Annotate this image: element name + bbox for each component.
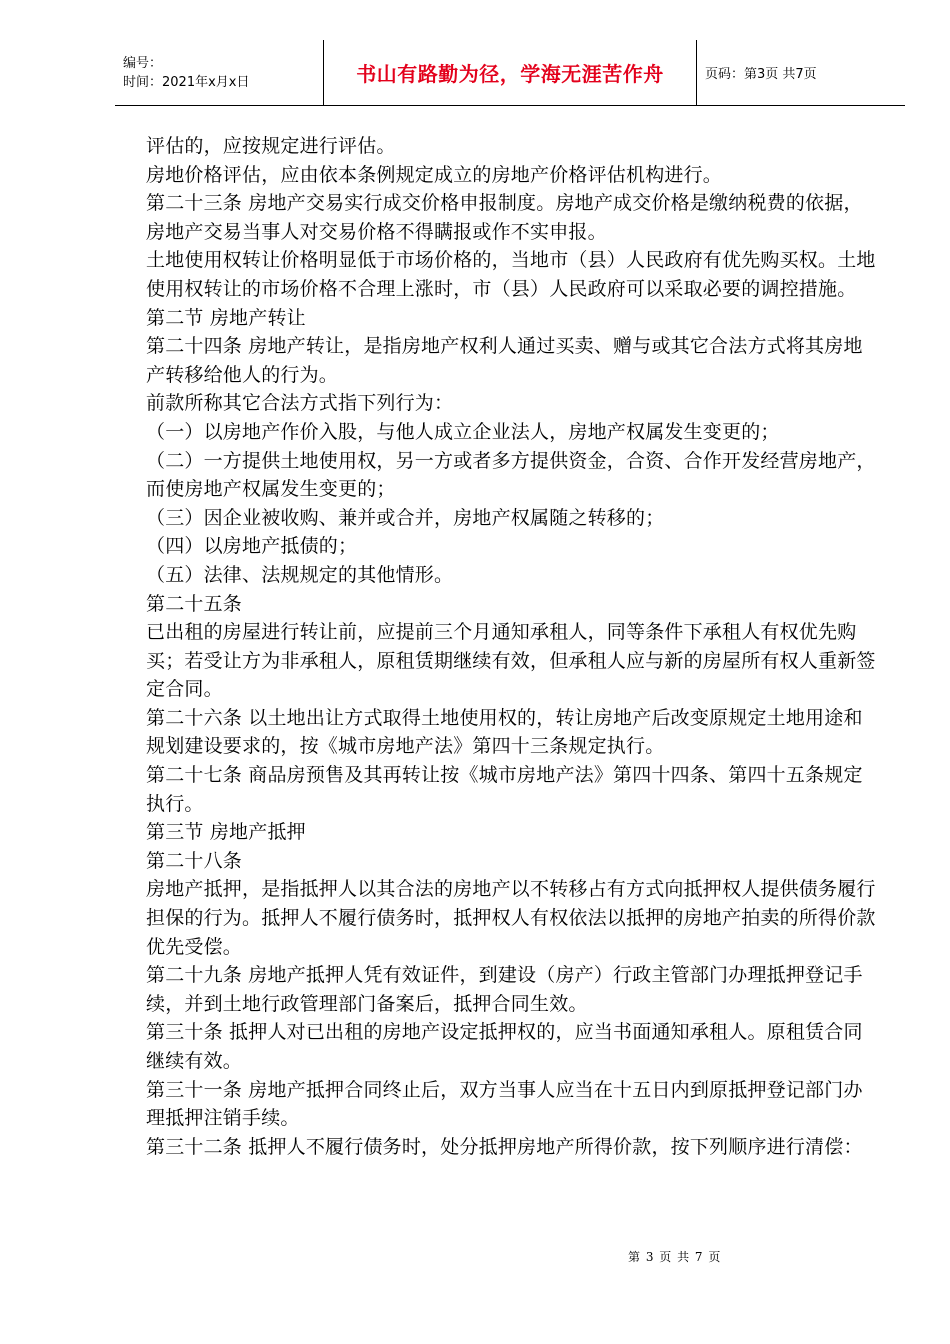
- section-heading: 第二节 房地产转让: [146, 306, 306, 329]
- header-motto: 书山有路勤为径，学海无涯苦作舟: [324, 40, 697, 106]
- article-26: 第二十六条 以土地出让方式取得土地使用权的，转让房地产后改变原规定土地用途和规划建设要求的，按《城市房地产法》第四十三条规定执行。: [146, 706, 863, 758]
- article-27: 第二十七条 商品房预售及其再转让按《城市房地产法》第四十四条、第四十五条规定执行。: [146, 764, 863, 815]
- article-24: 第二十四条 房地产转让，是指房地产权利人通过买卖、赠与或其它合法方式将其房地产转移给他人的行为。: [146, 335, 863, 386]
- document-body: [146, 132, 878, 1161]
- list-item: （一）以房地产作价入股，与他人成立企业法人，房地产权属发生变更的；: [146, 420, 780, 443]
- paragraph: 房地价格评估，应由依本条例规定成立的房地产价格评估机构进行。: [146, 163, 723, 186]
- header-page-info: 页码：第3页 共7页: [697, 40, 906, 106]
- article-30: 第三十条 抵押人对已出租的房地产设定抵押权的，应当书面通知承租人。原租赁合同继续有效。: [146, 1021, 863, 1072]
- article-32: 第三十二条 抵押人不履行债务时，处分抵押房地产所得价款，按下列顺序进行清偿：: [146, 1135, 863, 1158]
- list-item: （三）因企业被收购、兼并或合并，房地产权属随之转移的；: [146, 506, 665, 529]
- page-footer: 第 3 页 共 7 页: [628, 1250, 722, 1264]
- article-23: 第二十三条 房地产交易实行成交价格申报制度。房地产成交价格是缴纳税费的依据，房地产交易当事人对交易价格不得瞒报或作不实申报。: [146, 192, 863, 243]
- paragraph: 已出租的房屋进行转让前，应提前三个月通知承租人，同等条件下承租人有权优先购买；若受让方为非承租人，原租赁期继续有效，但承租人应与新的房屋所有权人重新签定合同。: [146, 621, 876, 701]
- paragraph: 房地产抵押，是指抵押人以其合法的房地产以不转移占有方式向抵押权人提供债务履行担保的行为。抵押人不履行债务时，抵押权人有权依法以抵押的房地产拍卖的所得价款优先受偿。: [146, 878, 876, 958]
- section-heading: 第三节 房地产抵押: [146, 821, 306, 844]
- paragraph: 前款所称其它合法方式指下列行为：: [146, 392, 454, 415]
- article-28: 第二十八条: [146, 849, 243, 872]
- list-item: （五）法律、法规规定的其他情形。: [146, 563, 454, 586]
- article-25: 第二十五条: [146, 592, 243, 615]
- paragraph: 土地使用权转让价格明显低于市场价格的，当地市（县）人民政府有优先购买权。土地使用权转让的市场价格不合理上涨时，市（县）人民政府可以采取必要的调控措施。: [146, 249, 876, 300]
- page-header: [115, 40, 905, 106]
- article-31: 第三十一条 房地产抵押合同终止后，双方当事人应当在十五日内到原抵押登记部门办理抵押注销手续。: [146, 1078, 863, 1130]
- serial-number-label: 编号：: [123, 55, 163, 71]
- article-29: 第二十九条 房地产抵押人凭有效证件，到建设（房产）行政主管部门办理抵押登记手续，并到土地行政管理部门备案后，抵押合同生效。: [146, 964, 863, 1015]
- list-item: （四）以房地产抵债的；: [146, 535, 358, 558]
- list-item: （二）一方提供土地使用权，另一方或者多方提供资金，合资、合作开发经营房地产，而使房地产权属发生变更的；: [146, 449, 876, 501]
- paragraph: 评估的，应按规定进行评估。: [146, 135, 396, 157]
- date-label: 时间：2021年x月x日: [123, 74, 250, 90]
- header-meta: [115, 40, 324, 106]
